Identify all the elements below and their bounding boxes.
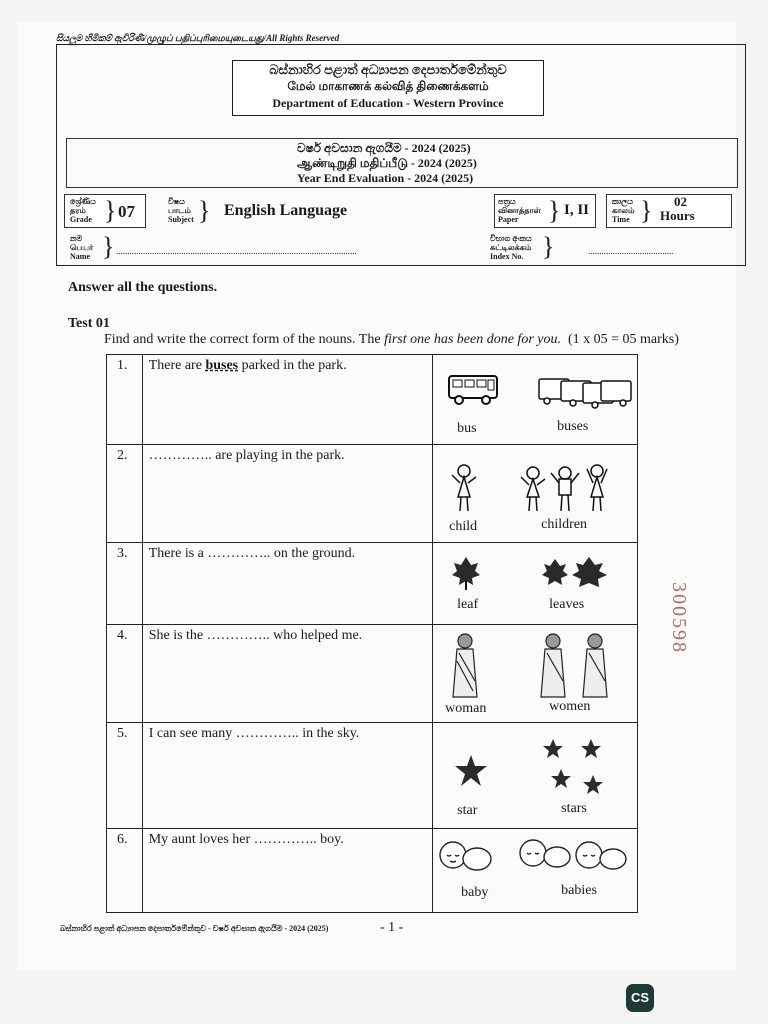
evaluation-sinhala: වර්ෂ අවසාන ඇගයීම - 2024 (2025): [297, 141, 471, 155]
plural-label: children: [541, 517, 588, 532]
sample-answer: buses: [205, 358, 239, 373]
plural-label: leaves: [549, 597, 585, 612]
name-label: නම பெயர் Name: [70, 234, 94, 261]
question-number: 5.: [107, 723, 143, 829]
picture-cell: [433, 445, 638, 543]
question-sentence: She is the ………….. who helped me.: [142, 625, 432, 723]
singular-label: baby: [461, 885, 489, 900]
leaves-icon: [541, 555, 613, 591]
question-sentence: My aunt loves her ………….. boy.: [142, 829, 432, 913]
plural-label: buses: [557, 419, 589, 434]
women-icon: [533, 631, 619, 701]
picture-cell: [433, 625, 638, 723]
question-sentence: There is a ………….. on the ground.: [142, 543, 432, 625]
page-number: - 1 -: [380, 920, 404, 935]
picture-cell: [433, 355, 638, 445]
evaluation-english: Year End Evaluation - 2024 (2025): [297, 171, 474, 185]
question-number: 3.: [107, 543, 143, 625]
camscanner-badge[interactable]: CS: [626, 984, 654, 1012]
department-english: Department of Education - Western Province: [272, 96, 504, 110]
grade-brace: }: [104, 196, 117, 225]
picture-cell: [433, 723, 638, 829]
paper-label: පත්‍රය வினாத்தாள் Paper: [498, 197, 541, 224]
question-number: 1.: [107, 355, 143, 445]
child-icon: [449, 461, 479, 515]
baby-icon: [437, 839, 493, 873]
department-sinhala: බස්නාහිර පළාත් අධ්‍යාපන දෙපාර්තමේන්තුව: [269, 62, 507, 77]
rights-notice: සියලුම හිමිකම් ඇවිරිණි/முழுப் பதிப்புரிமையுடையது/All Rights Reserved: [56, 33, 340, 43]
test-title: Test 01: [68, 316, 110, 331]
singular-label: bus: [457, 421, 477, 436]
babies-icon: [517, 837, 633, 873]
department-tamil: மேல் மாகாணக் கல்வித் திணைக்களம்: [287, 79, 489, 93]
time-label: කාලය காலம் Time: [612, 197, 635, 224]
instructions: Answer all the questions.: [68, 280, 218, 295]
index-label: විභාග අංකය சுட்டிலக்கம் Index No.: [490, 234, 532, 261]
woman-icon: [447, 631, 483, 701]
question-row: [107, 445, 638, 543]
department-box: [232, 60, 544, 116]
time-brace: }: [640, 196, 653, 225]
leaf-icon: [451, 555, 481, 591]
grade-value: 07: [118, 202, 135, 221]
picture-cell: [433, 829, 638, 913]
paper-brace: }: [548, 196, 561, 225]
question-number: 6.: [107, 829, 143, 913]
singular-label: woman: [445, 701, 487, 716]
footer-text: බස්නාහිර පළාත් අධ්‍යාපන දෙපාර්තමේන්තුව - වර්ෂ අවසාන ඇගයීම - 2024 (2025): [60, 924, 329, 933]
singular-label: leaf: [457, 597, 479, 612]
subject-brace: }: [198, 196, 211, 225]
question-row: [107, 355, 638, 445]
question-sentence: I can see many ………….. in the sky.: [142, 723, 432, 829]
name-brace: }: [102, 232, 115, 261]
children-icon: [517, 461, 613, 515]
question-sentence: ………….. are playing in the park.: [142, 445, 432, 543]
bus-icon: [447, 373, 499, 407]
picture-cell: [433, 543, 638, 625]
plural-label: stars: [561, 801, 587, 816]
singular-label: child: [449, 519, 478, 534]
singular-label: star: [457, 803, 478, 818]
question-sentence: There are buses parked in the park.: [142, 355, 432, 445]
question-number: 4.: [107, 625, 143, 723]
index-field[interactable]: ......................................: [588, 246, 674, 256]
question-row: [107, 625, 638, 723]
question-table: [106, 354, 638, 913]
subject-label: විෂය பாடம் Subject: [168, 197, 194, 224]
stars-icon: [541, 737, 615, 801]
question-number: 2.: [107, 445, 143, 543]
question-row: [107, 829, 638, 913]
plural-label: women: [549, 699, 591, 714]
question-row: [107, 543, 638, 625]
paper-value: I, II: [564, 202, 590, 218]
star-icon: [453, 753, 489, 789]
grade-label: ශ්‍රේණිය தரம் Grade: [70, 197, 96, 224]
task-instruction: Find and write the correct form of the nouns. The first one has been done for you. (1 x 05 = 05 marks): [104, 332, 679, 347]
plural-label: babies: [561, 883, 597, 898]
time-value-number: 02: [674, 194, 687, 209]
name-field[interactable]: ...........................................................................................................: [116, 246, 357, 256]
subject-value: English Language: [224, 202, 348, 219]
question-row: [107, 723, 638, 829]
evaluation-box: [66, 138, 738, 188]
buses-icon: [537, 375, 633, 409]
serial-stamp: 300598: [668, 582, 690, 654]
evaluation-tamil: ஆண்டிறுதி மதிப்பீடு - 2024 (2025): [297, 156, 477, 170]
index-brace: }: [542, 232, 555, 261]
time-value-unit: Hours: [660, 208, 695, 223]
